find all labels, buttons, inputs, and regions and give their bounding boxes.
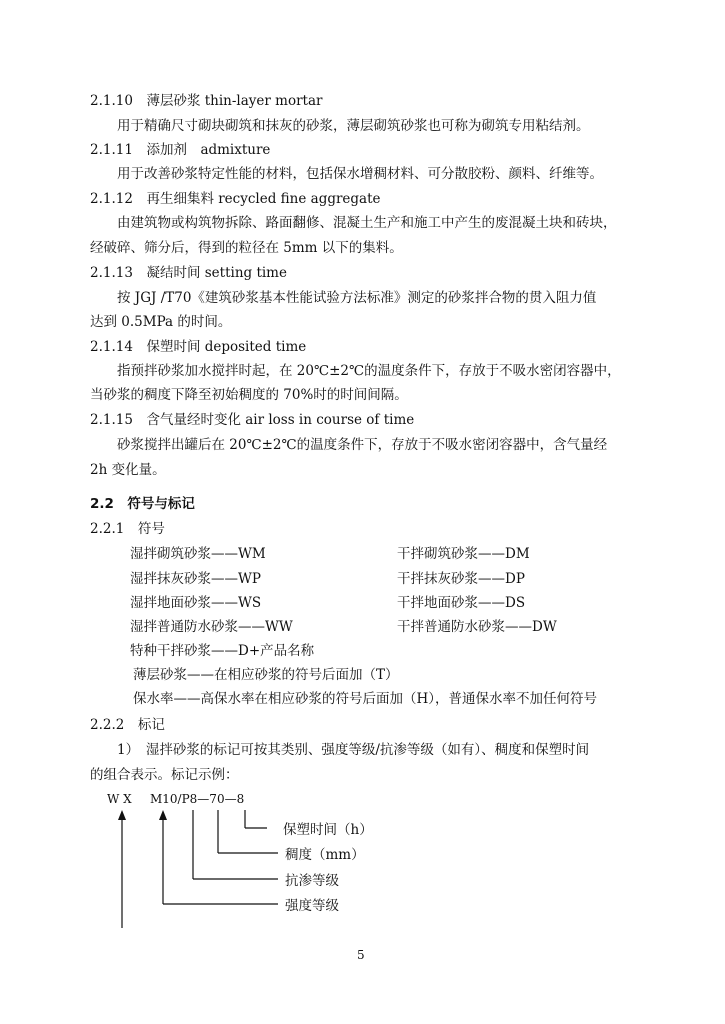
definition-text: 按 JGJ /T70《建筑砂浆基本性能试验方法标准》测定的砂浆拌合物的贯入阻力值 bbox=[117, 290, 597, 306]
label-impermeability: 抗渗等级 bbox=[285, 873, 339, 889]
definition-text: 指预拌砂浆加水搅拌时起，在 20℃±2℃的温度条件下，存放于不吸水密闭容器中， bbox=[117, 363, 621, 379]
symbol-dw: 干拌普通防水砂浆——DW bbox=[397, 619, 557, 635]
definition-text: 由建筑物或构筑物拆除、路面翻修、混凝土生产和施工中产生的废混凝土块和砖块， bbox=[117, 215, 617, 231]
symbol-ws: 湿拌地面砂浆——WS bbox=[130, 595, 262, 611]
subsection-heading-2-2-2: 2.2.2 标记 bbox=[90, 717, 165, 733]
label-deposited-time: 保塑时间（h） bbox=[283, 822, 373, 838]
symbol-ww: 湿拌普通防水砂浆——WW bbox=[130, 619, 293, 635]
label-consistency: 稠度（mm） bbox=[285, 847, 365, 863]
term-2-1-15: 2.1.15 含气量经时变化 air loss in course of time bbox=[90, 412, 415, 428]
subsection-heading-2-2-1: 2.2.1 符号 bbox=[90, 521, 165, 537]
term-2-1-12: 2.1.12 再生细集料 recycled fine aggregate bbox=[90, 191, 381, 207]
symbol-wm: 湿拌砌筑砂浆——WM bbox=[130, 546, 266, 562]
marking-text: 1） 湿拌砂浆的标记可按其类别、强度等级/抗渗等级（如有）、稠度和保塑时间 bbox=[117, 742, 590, 758]
marking-code-prefix: W X bbox=[107, 792, 132, 806]
definition-text: 经破碎、筛分后，得到的粒径在 5mm 以下的集料。 bbox=[90, 240, 403, 256]
definition-text: 当砂浆的稠度下降至初始稠度的 70%时的时间间隔。 bbox=[90, 387, 408, 403]
symbol-dp: 干拌抹灰砂浆——DP bbox=[397, 571, 525, 587]
symbol-ds: 干拌地面砂浆——DS bbox=[397, 595, 526, 611]
term-2-1-11: 2.1.11 添加剂 admixture bbox=[90, 142, 271, 158]
symbol-dm: 干拌砌筑砂浆——DM bbox=[397, 546, 530, 562]
definition-text: 用于精确尺寸砌块砌筑和抹灰的砂浆，薄层砌筑砂浆也可称为砌筑专用粘结剂。 bbox=[117, 118, 590, 134]
definition-text: 用于改善砂浆特定性能的材料，包括保水增稠材料、可分散胶粉、颜料、纤维等。 bbox=[117, 166, 603, 182]
symbol-water-retention: 保水率——高保水率在相应砂浆的符号后面加（H），普通保水率不加任何符号 bbox=[133, 691, 598, 707]
symbol-thin-layer: 薄层砂浆——在相应砂浆的符号后面加（T） bbox=[133, 667, 399, 683]
term-2-1-13: 2.1.13 凝结时间 setting time bbox=[90, 265, 287, 281]
symbol-wp: 湿拌抹灰砂浆——WP bbox=[130, 571, 261, 587]
definition-text: 2h 变化量。 bbox=[90, 462, 166, 478]
term-2-1-14: 2.1.14 保塑时间 deposited time bbox=[90, 339, 307, 355]
marking-code: M10/P8—70—8 bbox=[150, 792, 245, 806]
definition-text: 达到 0.5MPa 的时间。 bbox=[90, 314, 232, 330]
section-heading-2-2: 2.2 符号与标记 bbox=[90, 496, 195, 512]
marking-text: 的组合表示。标记示例： bbox=[90, 767, 239, 783]
symbol-special: 特种干拌砂浆——D+产品名称 bbox=[130, 643, 315, 659]
term-2-1-10: 2.1.10 薄层砂浆 thin-layer mortar bbox=[90, 93, 323, 109]
label-strength: 强度等级 bbox=[285, 898, 339, 914]
definition-text: 砂浆搅拌出罐后在 20℃±2℃的温度条件下，存放于不吸水密闭容器中，含气量经 bbox=[117, 437, 608, 453]
page-number: 5 bbox=[357, 948, 365, 962]
